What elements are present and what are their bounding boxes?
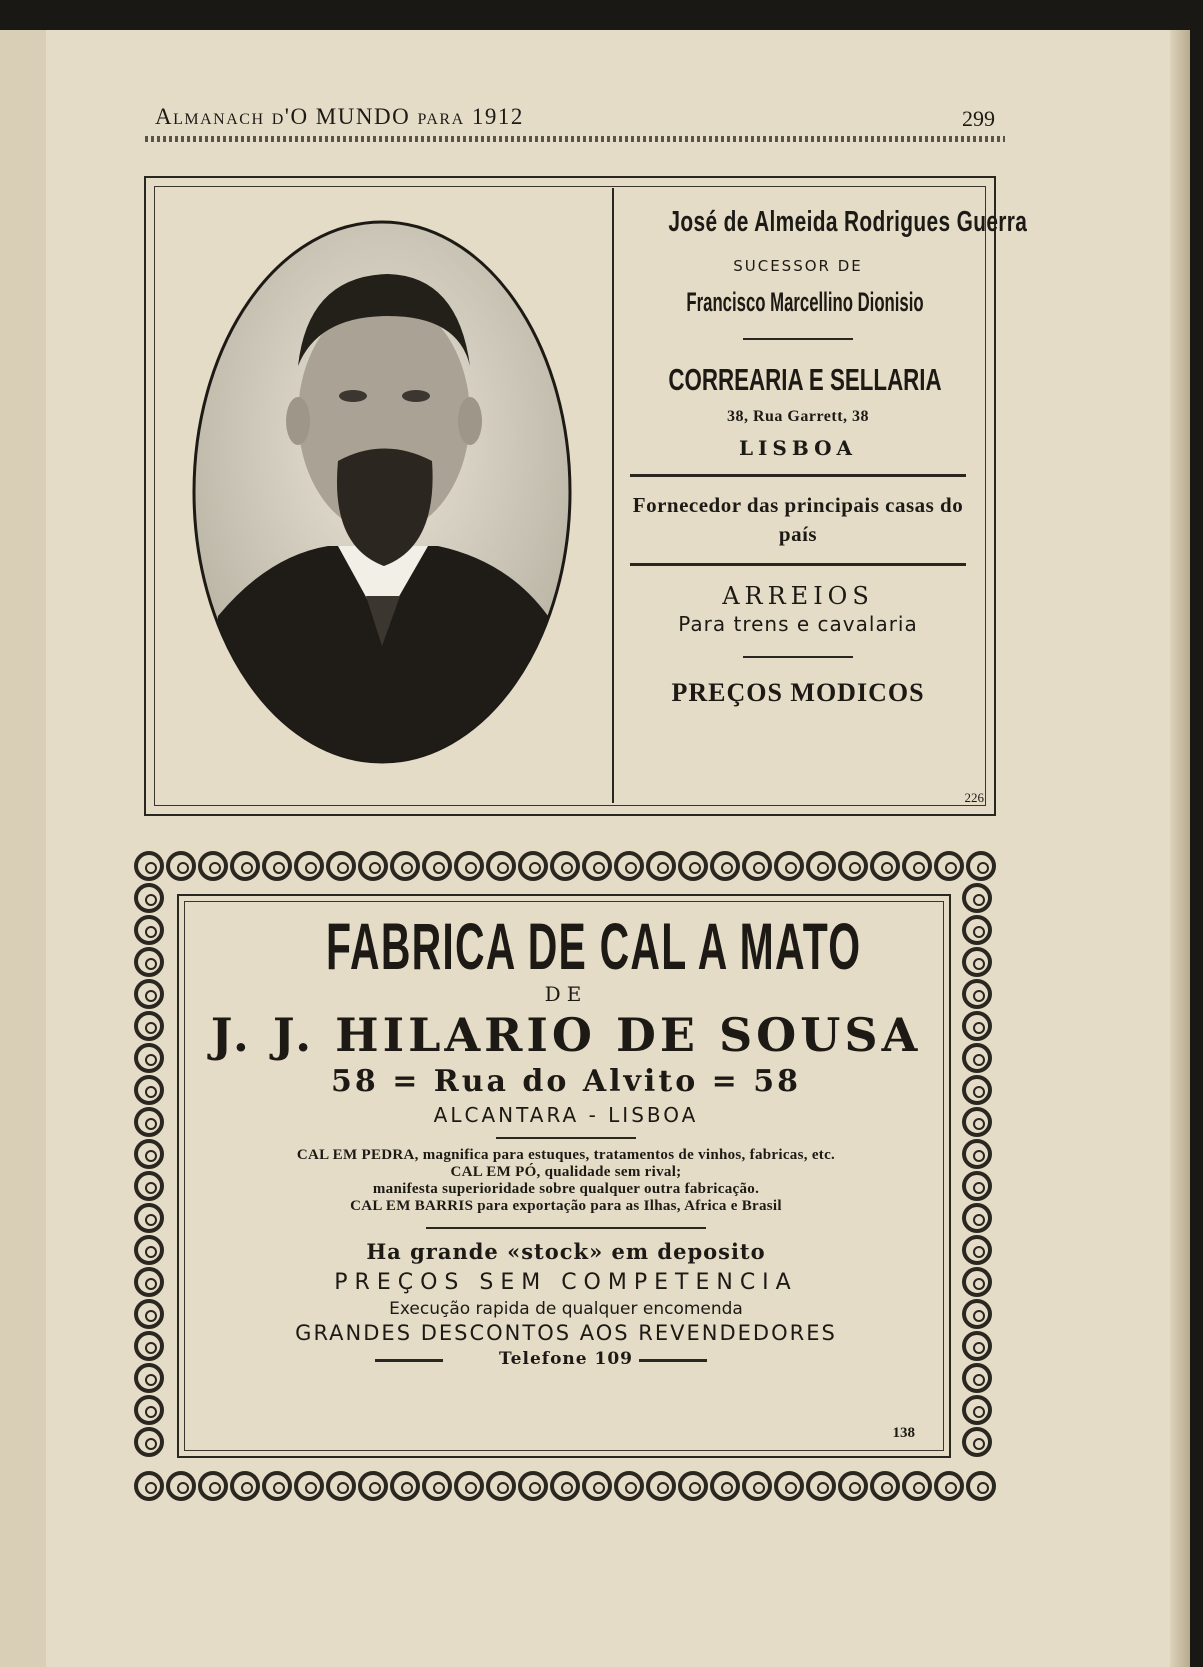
page-number: 299 bbox=[962, 106, 995, 131]
street-address: 38, Rua Garrett, 38 bbox=[726, 408, 870, 425]
border-ornament bbox=[902, 851, 932, 881]
header-rule bbox=[145, 136, 1005, 142]
border-ornament bbox=[454, 1471, 484, 1501]
border-ornament bbox=[962, 1075, 992, 1105]
border-ornament bbox=[870, 851, 900, 881]
border-ornament bbox=[962, 1139, 992, 1169]
border-ornament bbox=[134, 1011, 164, 1041]
border-ornament bbox=[262, 851, 292, 881]
border-ornament bbox=[838, 1471, 868, 1501]
border-ornament bbox=[198, 851, 228, 881]
border-ornament bbox=[134, 1427, 164, 1457]
phone-rule-left bbox=[375, 1359, 443, 1362]
border-ornament bbox=[742, 1471, 772, 1501]
running-header bbox=[155, 104, 995, 134]
ornament-rule bbox=[426, 1227, 706, 1229]
border-ornament bbox=[294, 1471, 324, 1501]
border-ornament bbox=[962, 1235, 992, 1265]
border-ornament bbox=[646, 1471, 676, 1501]
trade-heading: CORREARIA E SELLARIA bbox=[668, 362, 942, 397]
ornamental-border-right bbox=[961, 882, 993, 1458]
saddlery-advertisement bbox=[144, 176, 1028, 816]
prices-heading: PREÇOS SEM COMPETENCIA bbox=[334, 1270, 798, 1295]
border-ornament bbox=[166, 1471, 196, 1501]
border-ornament bbox=[486, 851, 516, 881]
owner-name: J. J. HILARIO DE SOUSA bbox=[210, 1008, 922, 1062]
border-ornament bbox=[358, 1471, 388, 1501]
border-ornament bbox=[230, 851, 260, 881]
border-ornament bbox=[134, 851, 164, 881]
border-ornament bbox=[550, 1471, 580, 1501]
border-ornament bbox=[230, 1471, 260, 1501]
border-ornament bbox=[962, 1299, 992, 1329]
border-ornament bbox=[134, 1139, 164, 1169]
border-ornament bbox=[326, 851, 356, 881]
border-ornament bbox=[614, 851, 644, 881]
execution-notice: Execução rapida de qualquer encomenda bbox=[389, 1299, 743, 1319]
border-ornament bbox=[198, 1471, 228, 1501]
border-ornament bbox=[582, 1471, 612, 1501]
border-ornament bbox=[838, 851, 868, 881]
border-ornament bbox=[870, 1471, 900, 1501]
city: ALCANTARA - LISBOA bbox=[433, 1103, 699, 1127]
border-ornament bbox=[934, 851, 964, 881]
border-ornament bbox=[262, 1471, 292, 1501]
border-ornament bbox=[962, 1171, 992, 1201]
border-ornament bbox=[962, 1203, 992, 1233]
border-ornament bbox=[774, 1471, 804, 1501]
border-ornament bbox=[806, 1471, 836, 1501]
border-ornament bbox=[962, 1267, 992, 1297]
border-ornament bbox=[166, 851, 196, 881]
border-ornament bbox=[294, 851, 324, 881]
street-address: 58 = Rua do Alvito = 58 bbox=[331, 1064, 801, 1099]
border-ornament bbox=[962, 915, 992, 945]
product-line: manifesta superioridade sobre qualquer outra fabricação. bbox=[372, 1181, 760, 1197]
prices-heading: PREÇOS MODICOS bbox=[671, 678, 925, 707]
border-ornament bbox=[358, 851, 388, 881]
border-ornament bbox=[134, 1075, 164, 1105]
ornamental-border-top bbox=[133, 850, 997, 882]
border-ornament bbox=[678, 1471, 708, 1501]
border-ornament bbox=[134, 1267, 164, 1297]
products-list bbox=[179, 1147, 953, 1215]
ad-code: 226 bbox=[964, 790, 984, 805]
ad2-frame bbox=[177, 894, 951, 1458]
border-ornament bbox=[422, 851, 452, 881]
border-ornament bbox=[422, 1471, 452, 1501]
border-ornament bbox=[962, 1427, 992, 1457]
border-ornament bbox=[390, 1471, 420, 1501]
phone-line bbox=[179, 1349, 953, 1373]
border-ornament bbox=[134, 1363, 164, 1393]
border-ornament bbox=[486, 1471, 516, 1501]
border-ornament bbox=[134, 1203, 164, 1233]
predecessor-name: Francisco Marcellino Dionisio bbox=[686, 287, 924, 317]
border-ornament bbox=[518, 851, 548, 881]
border-ornament bbox=[134, 883, 164, 913]
border-ornament bbox=[962, 1107, 992, 1137]
proprietor-name: José de Almeida Rodrigues Guerra bbox=[668, 206, 1028, 238]
divider-rule bbox=[630, 474, 966, 477]
border-ornament bbox=[962, 883, 992, 913]
border-ornament bbox=[134, 1043, 164, 1073]
product-heading: ARREIOS bbox=[722, 582, 874, 610]
border-ornament bbox=[966, 851, 996, 881]
border-ornament bbox=[134, 1235, 164, 1265]
border-ornament bbox=[326, 1471, 356, 1501]
lime-factory-advertisement bbox=[133, 850, 995, 1502]
border-ornament bbox=[962, 1395, 992, 1425]
product-line: CAL EM PÓ, qualidade sem rival; bbox=[450, 1164, 682, 1180]
product-description: Para trens e cavalaria bbox=[678, 612, 918, 636]
portrait-photo bbox=[188, 216, 576, 768]
almanac-title: Almanach d'O MUNDO para 1912 bbox=[155, 104, 524, 129]
ornament-rule bbox=[496, 1137, 636, 1139]
ad-code: 138 bbox=[892, 1425, 915, 1441]
border-ornament bbox=[710, 1471, 740, 1501]
border-ornament bbox=[806, 851, 836, 881]
border-ornament bbox=[962, 1043, 992, 1073]
ornamental-border-bottom bbox=[133, 1470, 997, 1502]
phone-rule-right bbox=[639, 1359, 707, 1362]
border-ornament bbox=[710, 851, 740, 881]
telephone: Telefone 109 bbox=[498, 1349, 634, 1369]
supplier-tagline: Fornecedor das principais casas do país bbox=[632, 493, 964, 546]
border-ornament bbox=[134, 1171, 164, 1201]
border-ornament bbox=[962, 1011, 992, 1041]
border-ornament bbox=[134, 1107, 164, 1137]
border-ornament bbox=[678, 851, 708, 881]
border-ornament bbox=[550, 851, 580, 881]
page-edge bbox=[1170, 30, 1190, 1667]
border-ornament bbox=[962, 1331, 992, 1361]
border-ornament bbox=[134, 947, 164, 977]
border-ornament bbox=[962, 979, 992, 1009]
ornament-rule bbox=[743, 338, 853, 340]
border-ornament bbox=[966, 1471, 996, 1501]
ornament-rule bbox=[743, 656, 853, 658]
border-ornament bbox=[134, 1471, 164, 1501]
border-ornament bbox=[934, 1471, 964, 1501]
border-ornament bbox=[518, 1471, 548, 1501]
border-ornament bbox=[774, 851, 804, 881]
border-ornament bbox=[962, 1363, 992, 1393]
border-ornament bbox=[614, 1471, 644, 1501]
city: LISBOA bbox=[738, 436, 858, 460]
divider-rule bbox=[630, 563, 966, 566]
discounts-notice: GRANDES DESCONTOS AOS REVENDEDORES bbox=[295, 1321, 837, 1345]
border-ornament bbox=[134, 1395, 164, 1425]
ad2-text bbox=[179, 902, 953, 1373]
product-line: CAL EM PEDRA, magnifica para estuques, tratamentos de vinhos, fabricas, etc. bbox=[296, 1147, 836, 1163]
ad1-text bbox=[618, 198, 1028, 708]
successor-label: SUCESSOR DE bbox=[733, 257, 863, 275]
border-ornament bbox=[582, 851, 612, 881]
factory-title: FABRICA DE CAL A MATO bbox=[326, 909, 862, 983]
ornamental-border-left bbox=[133, 882, 165, 1458]
border-ornament bbox=[454, 851, 484, 881]
border-ornament bbox=[134, 915, 164, 945]
border-ornament bbox=[134, 1299, 164, 1329]
border-ornament bbox=[390, 851, 420, 881]
border-ornament bbox=[134, 979, 164, 1009]
border-ornament bbox=[902, 1471, 932, 1501]
border-ornament bbox=[742, 851, 772, 881]
product-line: CAL EM BARRIS para exportação para as Ilhas, Africa e Brasil bbox=[350, 1198, 782, 1214]
stock-notice: Ha grande «stock» em deposito bbox=[366, 1239, 766, 1264]
border-ornament bbox=[646, 851, 676, 881]
de-connector: DE bbox=[544, 982, 588, 1006]
border-ornament bbox=[134, 1331, 164, 1361]
border-ornament bbox=[962, 947, 992, 977]
column-divider bbox=[612, 188, 614, 803]
